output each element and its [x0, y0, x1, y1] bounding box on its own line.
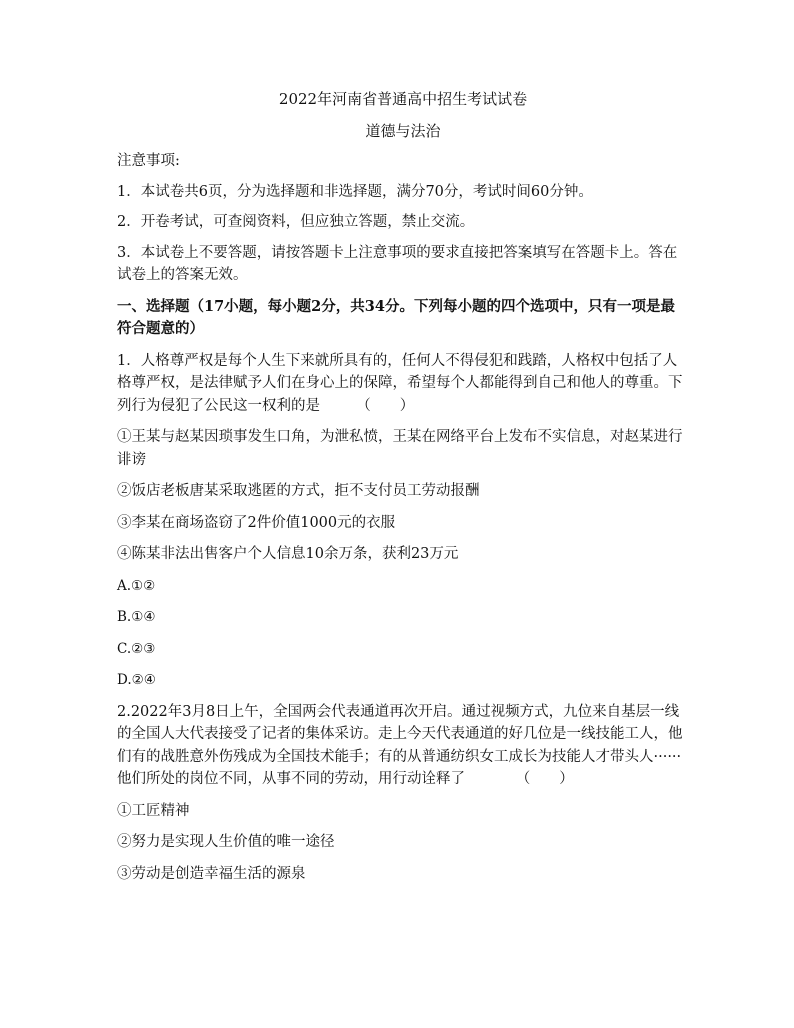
q1-option-a: A.①②	[117, 577, 156, 594]
q1-statement-4: ④陈某非法出售客户个人信息10余万条，获利23万元	[117, 546, 459, 562]
section-heading: 一、选择题（17小题，每小题2分，共34分。下列每小题的四个选项中，只有一项是最符合题意的）	[117, 297, 675, 337]
q1-statement-3: ③李某在商场盗窃了2件价值1000元的衣服	[117, 514, 396, 531]
q2-statement-1: ①工匠精神	[117, 802, 190, 819]
q2-stem: 2.2022年3月8日上午，全国两会代表通道再次开启。通过视频方式，九位来自基层一线的全国人大代表接受了记者的集体采访。走上今天代表通道的好几位是一线技能工人，他们有的战胜意外伤残成为全国技术能手；有的从普通纺织女工成长为技能人才带头人······他们所处的岗位不同，从事不同的劳动，用行动诠释了 （ ）	[117, 703, 683, 787]
notice-item-2: 2．开卷考试，可查阅资料，但应独立答题，禁止交流。	[117, 214, 475, 230]
exam-title: 2022年河南省普通高中招生考试试卷	[278, 90, 528, 108]
exam-page	[117, 88, 689, 885]
q2-statement-3: ③劳动是创造幸福生活的源泉	[117, 865, 306, 882]
q1-statement-2: ②饭店老板唐某采取逃匿的方式，拒不支付员工劳动报酬	[117, 483, 480, 499]
q1-stem: 1．人格尊严权是每个人生下来就所具有的，任何人不得侵犯和践踏，人格权中包括了人格尊严权，是法律赋予人们在身心上的保障，希望每个人都能得到自己和他人的尊重。下列行为侵犯了公民这一权利的是 （ ）	[117, 352, 683, 414]
q2-statement-2: ②努力是实现人生价值的唯一途径	[117, 834, 335, 850]
exam-subject: 道德与法治	[365, 122, 441, 140]
q1-option-c: C.②③	[117, 640, 156, 657]
notice-item-3: 3．本试卷上不要答题，请按答题卡上注意事项的要求直接把答案填写在答题卡上。答在试卷上的答案无效。	[117, 244, 678, 283]
notice-heading: 注意事项:	[117, 153, 180, 169]
q1-option-d: D.②④	[117, 672, 156, 688]
q1-statement-1: ①王某与赵某因琐事发生口角，为泄私愤，王某在网络平台上发布不实信息，对赵某进行诽谤	[117, 429, 683, 468]
q1-option-b: B.①④	[117, 609, 156, 625]
notice-item-1: 1．本试卷共6页，分为选择题和非选择题，满分70分，考试时间60分钟。	[117, 183, 593, 200]
